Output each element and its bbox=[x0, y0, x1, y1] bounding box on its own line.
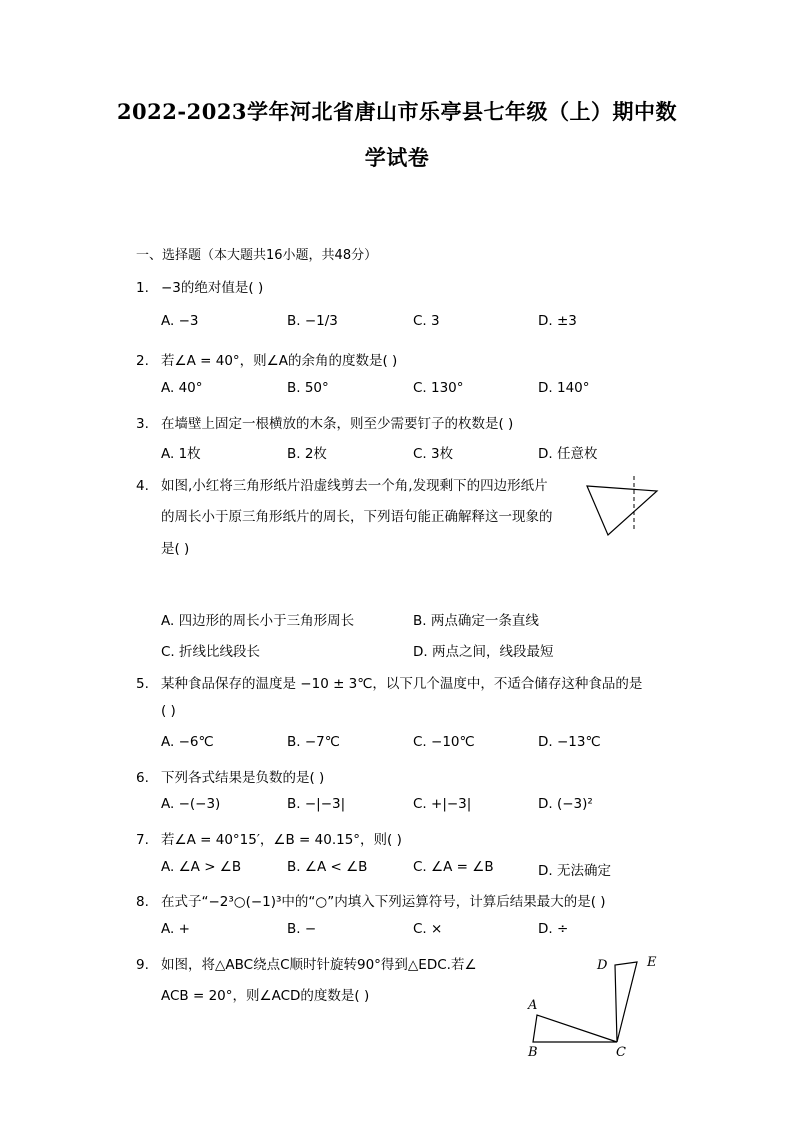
option-a: A. −3 bbox=[161, 313, 199, 329]
question-4-text-line1: 如图,小红将三角形纸片沿虚线剪去一个角,发现剩下的四边形纸片 bbox=[161, 478, 548, 494]
option-a: A. 40° bbox=[161, 380, 203, 396]
option-d: D. 任意枚 bbox=[538, 446, 598, 462]
question-1: 1. −3的绝对值是( ) bbox=[136, 280, 264, 296]
question-8-text: 在式子“−2³○(−1)³中的“○”内填入下列运算符号，计算后结果最大的是( ) bbox=[161, 894, 606, 910]
option-d: D. ÷ bbox=[538, 921, 569, 937]
option-d: D. 无法确定 bbox=[538, 863, 611, 879]
question-7: 7. 若∠A = 40°15′，∠B = 40.15°，则( ) bbox=[136, 832, 402, 848]
option-d: D. 两点之间，线段最短 bbox=[413, 644, 554, 660]
option-a: A. + bbox=[161, 921, 190, 937]
option-a: A. 1枚 bbox=[161, 446, 201, 462]
option-b: B. ∠A < ∠B bbox=[287, 859, 368, 875]
question-7-text: 若∠A = 40°15′，∠B = 40.15°，则( ) bbox=[161, 832, 402, 848]
option-d: D. 140° bbox=[538, 380, 590, 396]
option-c: C. ∠A = ∠B bbox=[413, 859, 494, 875]
question-1-text: −3的绝对值是( ) bbox=[161, 280, 264, 296]
option-c: C. 折线比线段长 bbox=[161, 644, 261, 660]
question-6: 6. 下列各式结果是负数的是( ) bbox=[136, 770, 325, 786]
option-b: B. −7℃ bbox=[287, 734, 340, 750]
label-a: A bbox=[528, 998, 538, 1013]
label-b: B bbox=[528, 1045, 538, 1060]
page-title-line2: 学试卷 bbox=[364, 145, 430, 170]
question-2: 2. 若∠A = 40°，则∠A的余角的度数是( ) bbox=[136, 353, 398, 369]
question-5-text-line2: ( ) bbox=[161, 703, 176, 719]
option-c: C. +|−3| bbox=[413, 796, 472, 812]
option-c: C. 3 bbox=[413, 313, 440, 329]
option-b: B. 两点确定一条直线 bbox=[413, 613, 539, 629]
question-5: 5. 某种食品保存的温度是 −10 ± 3℃，以下几个温度中，不适合储存这种食品的是 bbox=[136, 676, 643, 692]
question-6-text: 下列各式结果是负数的是( ) bbox=[161, 770, 325, 786]
option-c: C. 3枚 bbox=[413, 446, 454, 462]
label-d: D bbox=[597, 958, 608, 973]
question-9: 9. 如图，将△ABC绕点C顺时针旋转90°得到△EDC.若∠ bbox=[136, 957, 477, 973]
option-b: B. −1/3 bbox=[287, 313, 338, 329]
option-d: D. ±3 bbox=[538, 313, 577, 329]
option-d: D. −13℃ bbox=[538, 734, 601, 750]
option-c: C. −10℃ bbox=[413, 734, 475, 750]
option-b: B. −|−3| bbox=[287, 796, 346, 812]
question-2-text: 若∠A = 40°，则∠A的余角的度数是( ) bbox=[161, 353, 398, 369]
rotation-triangle-figure bbox=[522, 950, 664, 1062]
option-b: B. 2枚 bbox=[287, 446, 327, 462]
label-e: E bbox=[647, 955, 657, 970]
option-a: A. ∠A > ∠B bbox=[161, 859, 242, 875]
label-c: C bbox=[616, 1045, 626, 1060]
option-a: A. −(−3) bbox=[161, 796, 221, 812]
section-heading: 一、选择题（本大题共16小题，共48分） bbox=[136, 248, 378, 263]
triangle-cut-figure bbox=[584, 474, 664, 540]
question-4: 4. 如图,小红将三角形纸片沿虚线剪去一个角,发现剩下的四边形纸片 bbox=[136, 478, 548, 494]
question-3: 3. 在墙壁上固定一根横放的木条，则至少需要钉子的枚数是( ) bbox=[136, 416, 514, 432]
question-4-text-line2: 的周长小于原三角形纸片的周长，下列语句能正确解释这一现象的 bbox=[161, 509, 553, 525]
option-d: D. (−3)² bbox=[538, 796, 593, 812]
question-3-text: 在墙壁上固定一根横放的木条，则至少需要钉子的枚数是( ) bbox=[161, 416, 514, 432]
option-b: B. 50° bbox=[287, 380, 329, 396]
option-a: A. −6℃ bbox=[161, 734, 214, 750]
option-c: C. 130° bbox=[413, 380, 464, 396]
option-b: B. − bbox=[287, 921, 317, 937]
option-a: A. 四边形的周长小于三角形周长 bbox=[161, 613, 355, 629]
question-9-text-line2: ACB = 20°，则∠ACD的度数是( ) bbox=[161, 988, 370, 1004]
option-c: C. × bbox=[413, 921, 443, 937]
question-9-text-line1: 如图，将△ABC绕点C顺时针旋转90°得到△EDC.若∠ bbox=[161, 957, 477, 973]
question-5-text-line1: 某种食品保存的温度是 −10 ± 3℃，以下几个温度中，不适合储存这种食品的是 bbox=[161, 676, 643, 692]
question-4-text-line3: 是( ) bbox=[161, 541, 190, 557]
question-8: 8. 在式子“−2³○(−1)³中的“○”内填入下列运算符号，计算后结果最大的是( ) bbox=[136, 894, 606, 910]
page-title-line1: 2022-2023学年河北省唐山市乐亭县七年级（上）期中数 bbox=[116, 99, 678, 124]
